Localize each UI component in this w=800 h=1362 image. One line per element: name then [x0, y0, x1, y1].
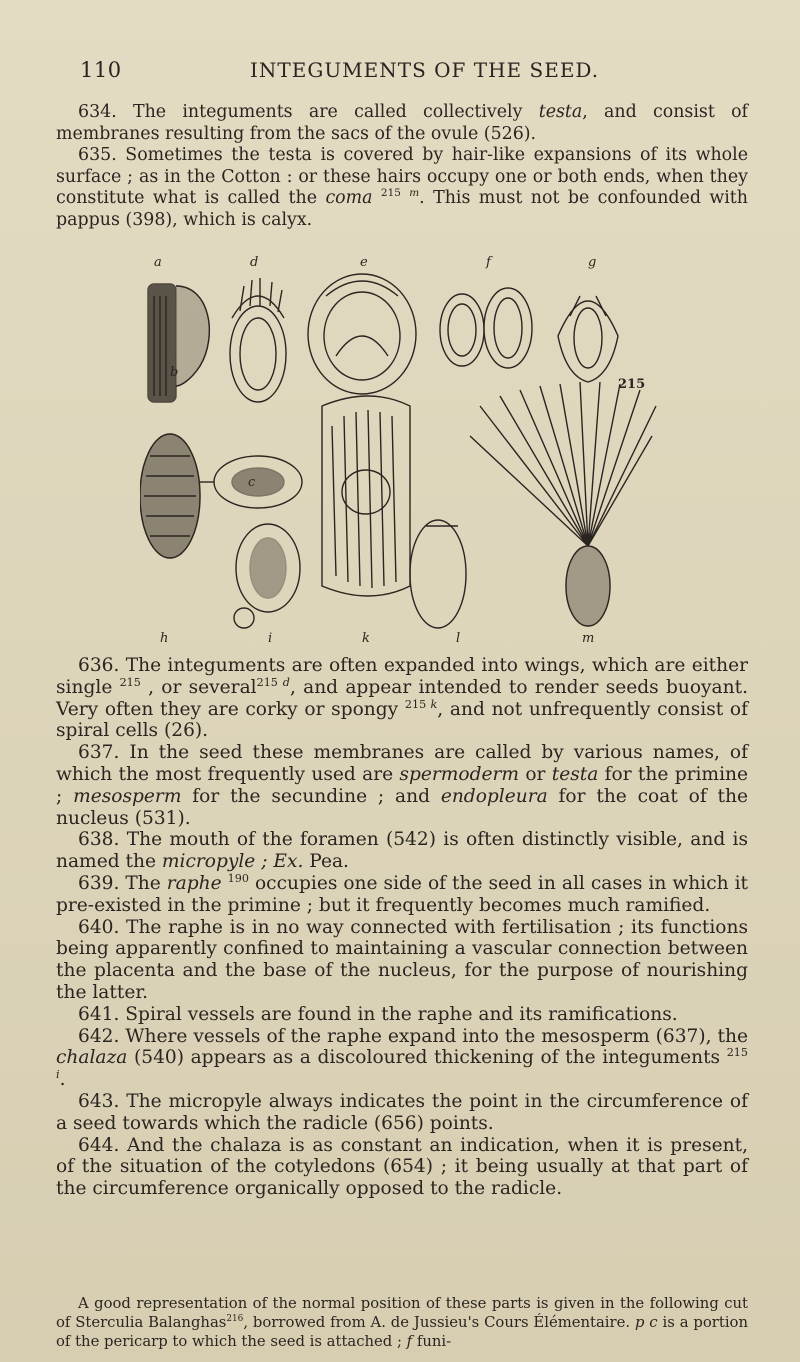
- seed-illustrations: [140, 256, 660, 646]
- label-i: i: [268, 631, 273, 646]
- seed-k-drawing: [322, 396, 410, 596]
- label-f: f: [486, 256, 491, 270]
- label-d: d: [250, 256, 259, 270]
- paragraph-635: 635. Sometimes the testa is covered by hair-like expansions of its whole surface ; as in the Cotton : or these hairs occupy one or both ends, when they constitute what is called the coma $^{215}$ $^m$. This must not be confounded with pappus (398), which is calyx.: [56, 145, 748, 230]
- seed-i-drawing: [234, 524, 300, 628]
- seed-l-drawing: [410, 520, 466, 628]
- figure-215: [140, 256, 660, 646]
- seed-e-drawing: [308, 274, 416, 394]
- footnote-block: [56, 1294, 748, 1351]
- paragraph-643: 643. The micropyle always indicates the point in the circumference of a seed towards which the radicle (656) points.: [56, 1090, 748, 1134]
- label-a: a: [154, 256, 162, 270]
- label-e: e: [360, 256, 368, 270]
- bottom-text-block: [56, 655, 748, 1200]
- paragraph-634: 634. The integuments are called collectively testa, and consist of membranes resulting from the sacs of the ovule (526).: [56, 102, 748, 144]
- top-text-block: [56, 102, 748, 231]
- paragraph-644: 644. And the chalaza is as constant an indication, when it is present, of the situation of the cotyledons (654) ; it being usually at that part of the circumference organically opposed to the radicle.: [56, 1134, 748, 1200]
- seed-a-drawing: [148, 284, 209, 402]
- figure-number: 215: [618, 377, 646, 392]
- paragraph-639: 639. The raphe $^{190}$ occupies one side of the seed in all cases in which it pre-existed in the primine ; but it frequently becomes much ramified.: [56, 871, 748, 916]
- paragraph-641: 641. Spiral vessels are found in the raphe and its ramifications.: [78, 1003, 678, 1025]
- running-title: INTEGUMENTS OF THE SEED.: [250, 58, 600, 82]
- label-k: k: [362, 631, 370, 646]
- seed-f-drawing: [440, 288, 532, 368]
- seed-m-drawing: [470, 382, 656, 626]
- label-c: c: [248, 475, 256, 490]
- label-h: h: [160, 631, 169, 646]
- seed-b-drawing: [140, 434, 200, 558]
- paragraph-637: 637. In the seed these membranes are called by various names, of which the most frequently used are spermoderm or testa for the primine ; mesosperm for the secundine ; and endopleura for the coat of the nucleus (531).: [56, 742, 748, 829]
- paragraph-636: 636. The integuments are often expanded into wings, which are either single $^{215}$ , or several$^{215 d}$, and appear intended to render seeds buoyant. Very often they are corky or spongy $^{215 k}$, and not unfrequently consist of spiral cells (26).: [56, 655, 749, 742]
- page-number: 110: [80, 58, 122, 82]
- label-m: m: [582, 631, 595, 646]
- paragraph-642: 642. Where vessels of the raphe expand into the mesosperm (637), the chalaza (540) appears as a discoloured thickening of the integuments $^{215 i}$.: [56, 1025, 748, 1091]
- seed-g-drawing: [558, 296, 618, 382]
- label-g: g: [588, 256, 597, 270]
- footnote-text: A good representation of the normal position of these parts is given in the following cut of Sterculia Balanghas$^{216}$, borrowed from A. de Jussieu's Cours Élémentaire. p c is a portion of the pericarp to which the seed is attached ; f funi-: [56, 1295, 748, 1350]
- paragraph-640: 640. The raphe is in no way connected with fertilisation ; its functions being apparently confined to maintaining a vascular connection between the placenta and the base of the nucleus, for the purpose of nourishing the latter.: [56, 916, 748, 1003]
- paragraph-638: 638. The mouth of the foramen (542) is often distinctly visible, and is named the micropyle ; Ex. Pea.: [56, 829, 748, 873]
- seed-d-drawing: [230, 278, 286, 402]
- label-b: b: [170, 365, 179, 380]
- label-l: l: [456, 631, 461, 646]
- page-header: [0, 58, 800, 88]
